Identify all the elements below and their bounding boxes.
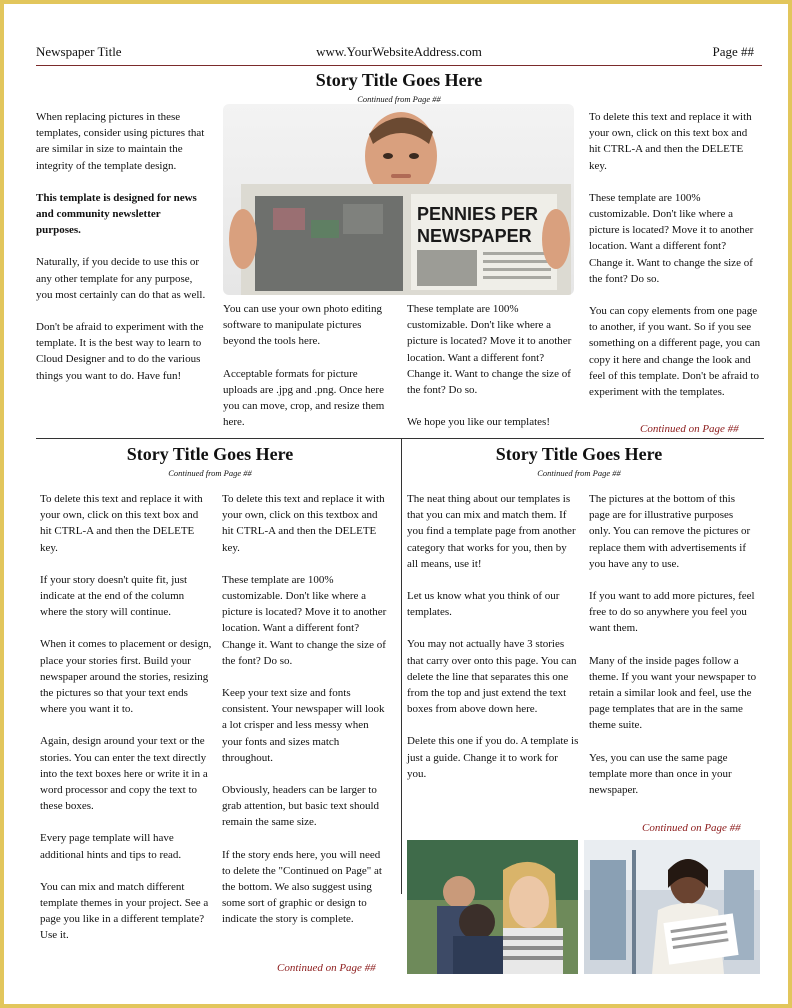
section-divider	[36, 438, 764, 439]
newspaper-reader-image	[223, 104, 574, 295]
left-story-column-1[interactable]	[40, 491, 212, 960]
photo-headline-line-2: NEWSPAPER	[417, 226, 532, 246]
top-story-column-3[interactable]	[407, 301, 577, 446]
top-story-continued-on: Continued on Page ##	[640, 423, 739, 435]
paragraph: Yes, you can use the same page template more than once in your newspaper.	[589, 751, 732, 797]
right-story-title[interactable]: Story Title Goes Here	[495, 444, 663, 464]
paragraph: Every page template will have additional hints and tips to read.	[40, 832, 182, 861]
header-rule	[36, 65, 762, 66]
paragraph: Naturally, if you decide to use this or any other template for any purpose, you most certainly can do that as well.	[36, 256, 206, 301]
paragraph: You may not actually have 3 stories that carry over onto this page. You can delete the line that separates this one from the top and just extend the text boxes from above down here.	[407, 638, 577, 716]
paragraph: Obviously, headers can be larger to grab attention, but basic text should remain the same size.	[222, 784, 380, 829]
students-classroom-image	[407, 840, 578, 974]
paragraph: The pictures at the bottom of this page are for illustrative purposes only. You can remove the pictures or replace them with advertisements if you have any to use.	[589, 493, 751, 570]
newspaper-title: Newspaper Title	[36, 44, 122, 59]
top-story-column-4[interactable]	[589, 109, 761, 416]
paragraph: When it comes to placement or design, place your stories first. Build your newspaper around the stories, resizing the pictures so that your text ends where you want it to.	[40, 638, 212, 716]
right-story-column-2[interactable]	[589, 491, 757, 814]
paragraph: Again, design around your text or the stories. You can enter the text directly into the text boxes here or write it in a word processor and copy the text to these boxes.	[40, 735, 208, 813]
right-story-continued-from: Continued from Page ##	[537, 468, 621, 478]
paragraph: You can copy elements from one page to another, if you want. So if you see something on a different page, you can copy it here and change the look and feel of this template. Don't be afraid to experiment with the templates.	[589, 305, 761, 399]
paragraph: These template are 100% customizable. Don't like where a picture is located? Move it to another location. Want a different font? Change it. Want to change the size of the font? Do so.	[222, 573, 387, 667]
paragraph: To delete this text and replace it with your own, click on this text box and hit CTRL-A and then the DELETE key.	[589, 111, 752, 172]
paragraph: To delete this text and replace it with your own, click on this textbox and hit CTRL-A and then the DELETE key.	[222, 493, 385, 554]
paragraph: If your story doesn't quite fit, just indicate at the end of the column where the story will continue.	[40, 573, 188, 619]
paragraph: If the story ends here, you will need to delete the "Continued on Page" at the bottom. We also suggest using some sort of graphic or design to indicate the story is complete.	[222, 848, 382, 926]
paragraph: Let us know what you think of our templates.	[407, 590, 560, 619]
top-story-title[interactable]: Story Title Goes Here	[315, 70, 483, 90]
woman-reading-image	[584, 840, 760, 974]
column-divider	[401, 438, 402, 894]
paragraph: Don't be afraid to experiment with the template. It is the best way to learn to Cloud Designer and to do the various things you want to do. Have fun!	[36, 321, 204, 382]
paragraph: We hope you like our templates!	[407, 416, 550, 429]
top-story-column-1[interactable]	[36, 109, 208, 400]
left-story-continued-from: Continued from Page ##	[168, 468, 252, 478]
right-story-column-1[interactable]	[407, 491, 579, 798]
newspaper-reader-photo[interactable]	[223, 104, 574, 295]
paragraph: If you want to add more pictures, feel free to do so anywhere you feel you want them.	[589, 590, 755, 635]
paragraph: This template is designed for news and community newsletter purposes.	[36, 191, 197, 237]
top-story-column-2[interactable]	[223, 301, 393, 446]
woman-reading-photo[interactable]	[584, 840, 760, 974]
students-classroom-photo[interactable]	[407, 840, 578, 974]
page-number: Page ##	[712, 44, 754, 59]
paragraph: To delete this text and replace it with your own, click on this text box and hit CTRL-A and then the DELETE key.	[40, 493, 203, 554]
left-story-column-2[interactable]	[222, 491, 390, 944]
paragraph: Delete this one if you do. A template is just a guide. Change it to work for you.	[407, 735, 579, 780]
website-address[interactable]: www.YourWebsiteAddress.com	[316, 44, 482, 59]
left-story-continued-on: Continued on Page ##	[277, 962, 376, 974]
paragraph: These template are 100% customizable. Don't like where a picture is located? Move it to another location. Want a different font? Change it. Want to change the size of the font? Do so.	[589, 191, 754, 285]
paragraph: Keep your text size and fonts consistent. Your newspaper will look a lot crisper and less messy when your fonts and sizes match throughout.	[222, 687, 385, 764]
paragraph: You can use your own photo editing software to manipulate pictures beyond the tools here.	[223, 303, 382, 348]
paragraph: When replacing pictures in these templates, consider using pictures that are similar in size to maintain the integrity of the template design.	[36, 111, 205, 172]
paragraph: These template are 100% customizable. Don't like where a picture is located? Move it to another location. Want a different font? Change it. Want to change the size of the font? Do so.	[407, 303, 572, 397]
paragraph: You can mix and match different template themes in your project. See a page you like in a different template? Use it.	[40, 880, 209, 942]
photo-headline-line-1: PENNIES PER	[417, 204, 539, 224]
paragraph: Acceptable formats for picture uploads are .jpg and .png. Once here you can move, crop, and resize them here.	[223, 367, 385, 429]
left-story-title[interactable]: Story Title Goes Here	[126, 444, 294, 464]
paragraph: Many of the inside pages follow a theme. If you want your newspaper to retain a similar look and feel, use the page templates that are in the same theme suite.	[589, 654, 757, 732]
top-story-continued-from: Continued from Page ##	[357, 94, 441, 104]
right-story-continued-on: Continued on Page ##	[642, 822, 741, 834]
paragraph: The neat thing about our templates is that you can mix and match them. If you find a template page from another category that works for you, then by all means, use it!	[407, 493, 576, 570]
